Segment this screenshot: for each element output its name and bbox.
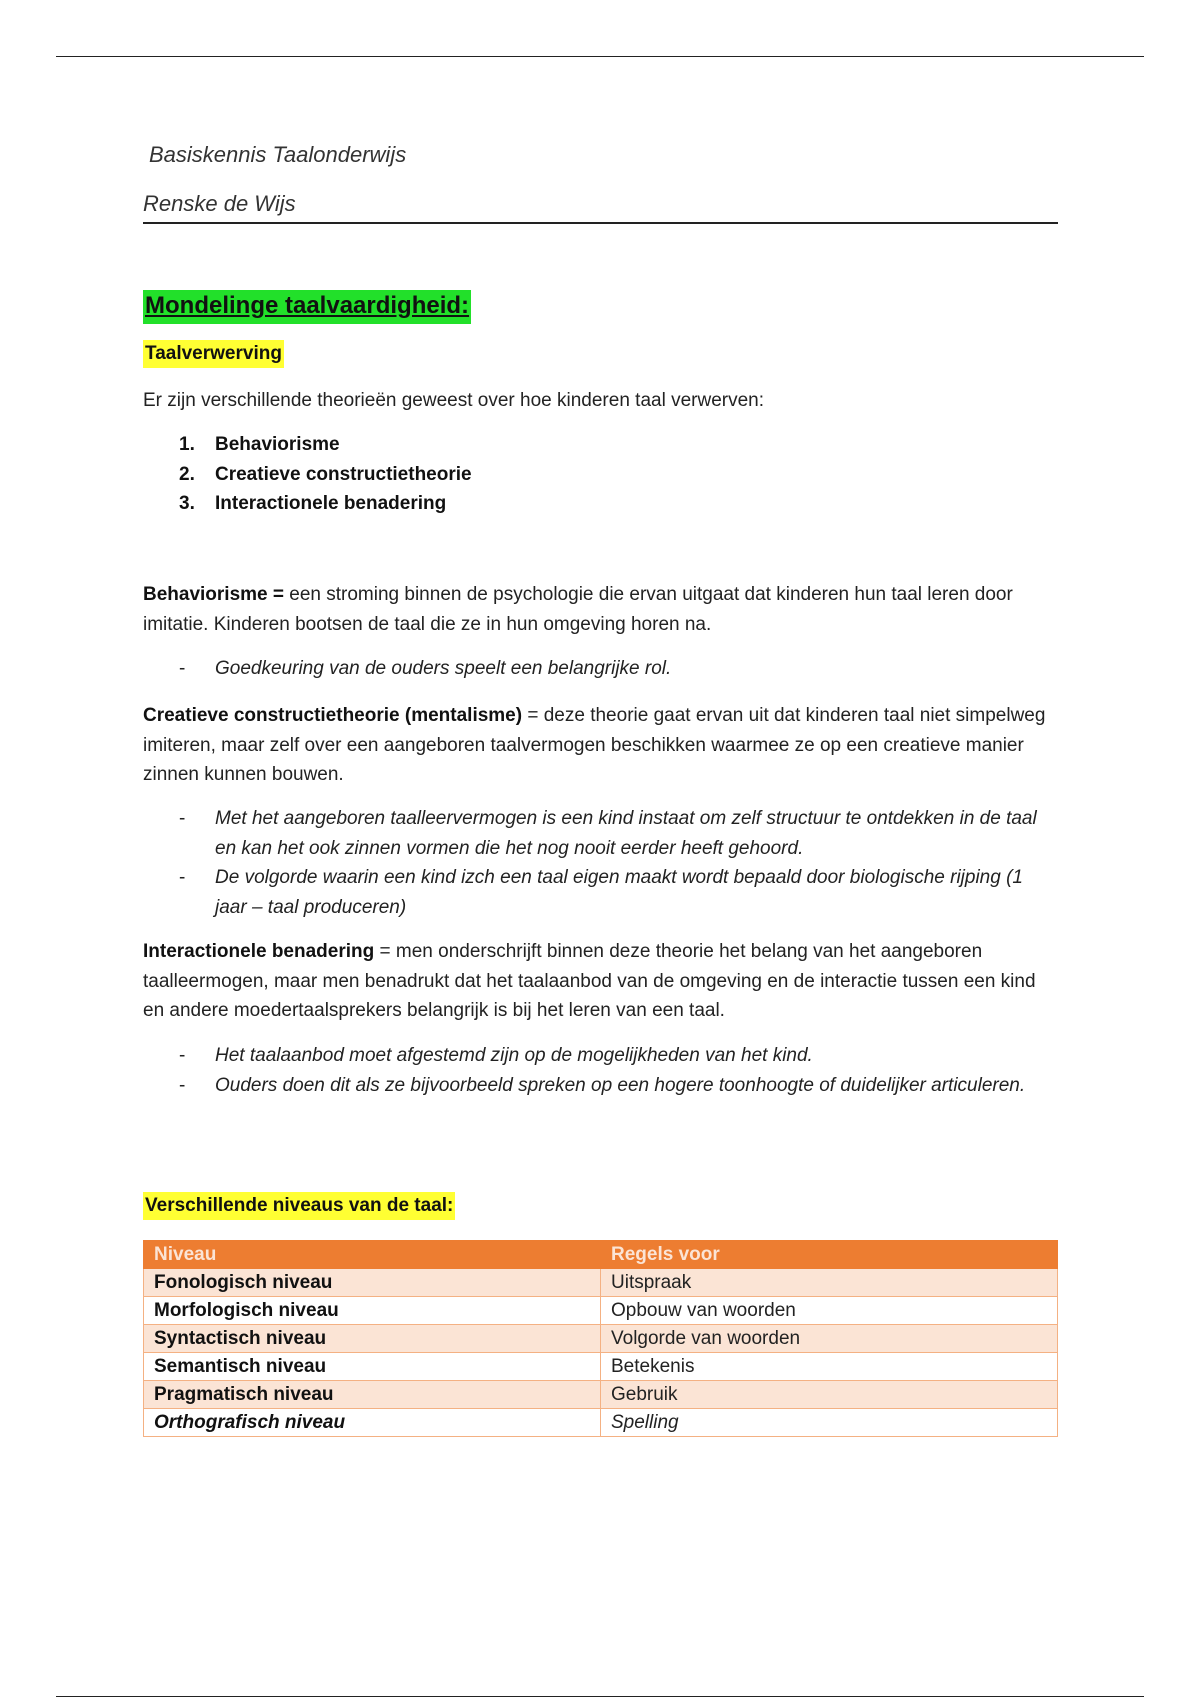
- list-item: 1. Behaviorisme: [179, 434, 340, 455]
- page-top-rule: [56, 56, 1144, 57]
- term-behaviorisme: Behaviorisme =: [143, 584, 284, 605]
- list-item: - Goedkeuring van de ouders speelt een belangrijke rol.: [179, 658, 672, 679]
- behaviorisme-bullets: [179, 654, 1039, 684]
- creatief-bullets: [179, 804, 1039, 922]
- subheading-taalverwerving: Taalverwerving: [143, 340, 284, 368]
- table-cell: Opbouw van woorden: [601, 1297, 1058, 1325]
- table-row: [144, 1409, 1058, 1437]
- table-cell: Uitspraak: [601, 1269, 1058, 1297]
- table-cell: Volgorde van woorden: [601, 1325, 1058, 1353]
- theories-list: [179, 430, 472, 519]
- table-cell: Semantisch niveau: [144, 1353, 601, 1381]
- table-row: [144, 1269, 1058, 1297]
- table-row: [144, 1297, 1058, 1325]
- term-interactioneel: Interactionele benadering: [143, 941, 375, 962]
- creatief-paragraph: Creatieve constructietheorie (mentalisme) = deze theorie gaat ervan uit dat kinderen taal niet simpelweg imiteren, maar zelf over een aangeboren taalvermogen beschikken waarmee ze op een creatieve manier zinnen kunnen bouwen.: [143, 705, 1046, 785]
- interactioneel-paragraph: Interactionele benadering = men onderschrijft binnen deze theorie het belang van het aangeboren taalleermogen, maar men benadrukt dat het taalaanbod van de omgeving en de interactie tussen een kind en andere moedertaalsprekers belangrijk is bij het leren van een taal.: [143, 941, 1036, 1021]
- table-row: [144, 1381, 1058, 1409]
- intro-paragraph: Er zijn verschillende theorieën geweest over hoe kinderen taal verwerven:: [143, 390, 765, 411]
- niveaus-table: [143, 1240, 1058, 1437]
- list-item: - Het taalaanbod moet afgestemd zijn op de mogelijkheden van het kind.: [179, 1045, 813, 1066]
- column-header-niveau: Niveau: [144, 1241, 601, 1269]
- table-cell: Gebruik: [601, 1381, 1058, 1409]
- interactioneel-bullets: [179, 1041, 1039, 1100]
- table-cell: Syntactisch niveau: [144, 1325, 601, 1353]
- table-cell: Pragmatisch niveau: [144, 1381, 601, 1409]
- table-cell: Betekenis: [601, 1353, 1058, 1381]
- table-cell: Fonologisch niveau: [144, 1269, 601, 1297]
- table-cell: Orthografisch niveau: [144, 1409, 601, 1437]
- list-item: - Ouders doen dit als ze bijvoorbeeld spreken op een hogere toonhoogte of duidelijker articuleren.: [179, 1074, 1026, 1096]
- list-item: - De volgorde waarin een kind izch een taal eigen maakt wordt bepaald door biologische rijping (1 jaar – taal produceren): [179, 867, 1023, 918]
- table-header-row: [144, 1241, 1058, 1269]
- table-row: [144, 1325, 1058, 1353]
- table-cell: Morfologisch niveau: [144, 1297, 601, 1325]
- document-title: Basiskennis Taalonderwijs: [149, 142, 407, 167]
- section-heading: Mondelinge taalvaardigheid:: [143, 290, 471, 324]
- header-divider: [143, 222, 1058, 224]
- subheading-niveaus: Verschillende niveaus van de taal:: [143, 1192, 455, 1220]
- list-item: 2. Creatieve constructietheorie: [179, 463, 472, 485]
- document-author: Renske de Wijs: [143, 191, 296, 216]
- table-row: [144, 1353, 1058, 1381]
- term-creatief: Creatieve constructietheorie (mentalisme): [143, 705, 523, 726]
- page-bottom-rule: [56, 1696, 1144, 1697]
- table-cell: Spelling: [601, 1409, 1058, 1437]
- behaviorisme-paragraph: Behaviorisme = een stroming binnen de psychologie die ervan uitgaat dat kinderen hun taal leren door imitatie. Kinderen bootsen de taal die ze in hun omgeving horen na.: [143, 584, 1013, 635]
- column-header-regels: Regels voor: [601, 1241, 1058, 1269]
- list-item: - Met het aangeboren taalleervermogen is een kind instaat om zelf structuur te ontdekken in de taal en kan het ook zinnen vormen die het nog nooit eerder heeft gehoord.: [179, 808, 1037, 859]
- list-item: 3. Interactionele benadering: [179, 493, 447, 514]
